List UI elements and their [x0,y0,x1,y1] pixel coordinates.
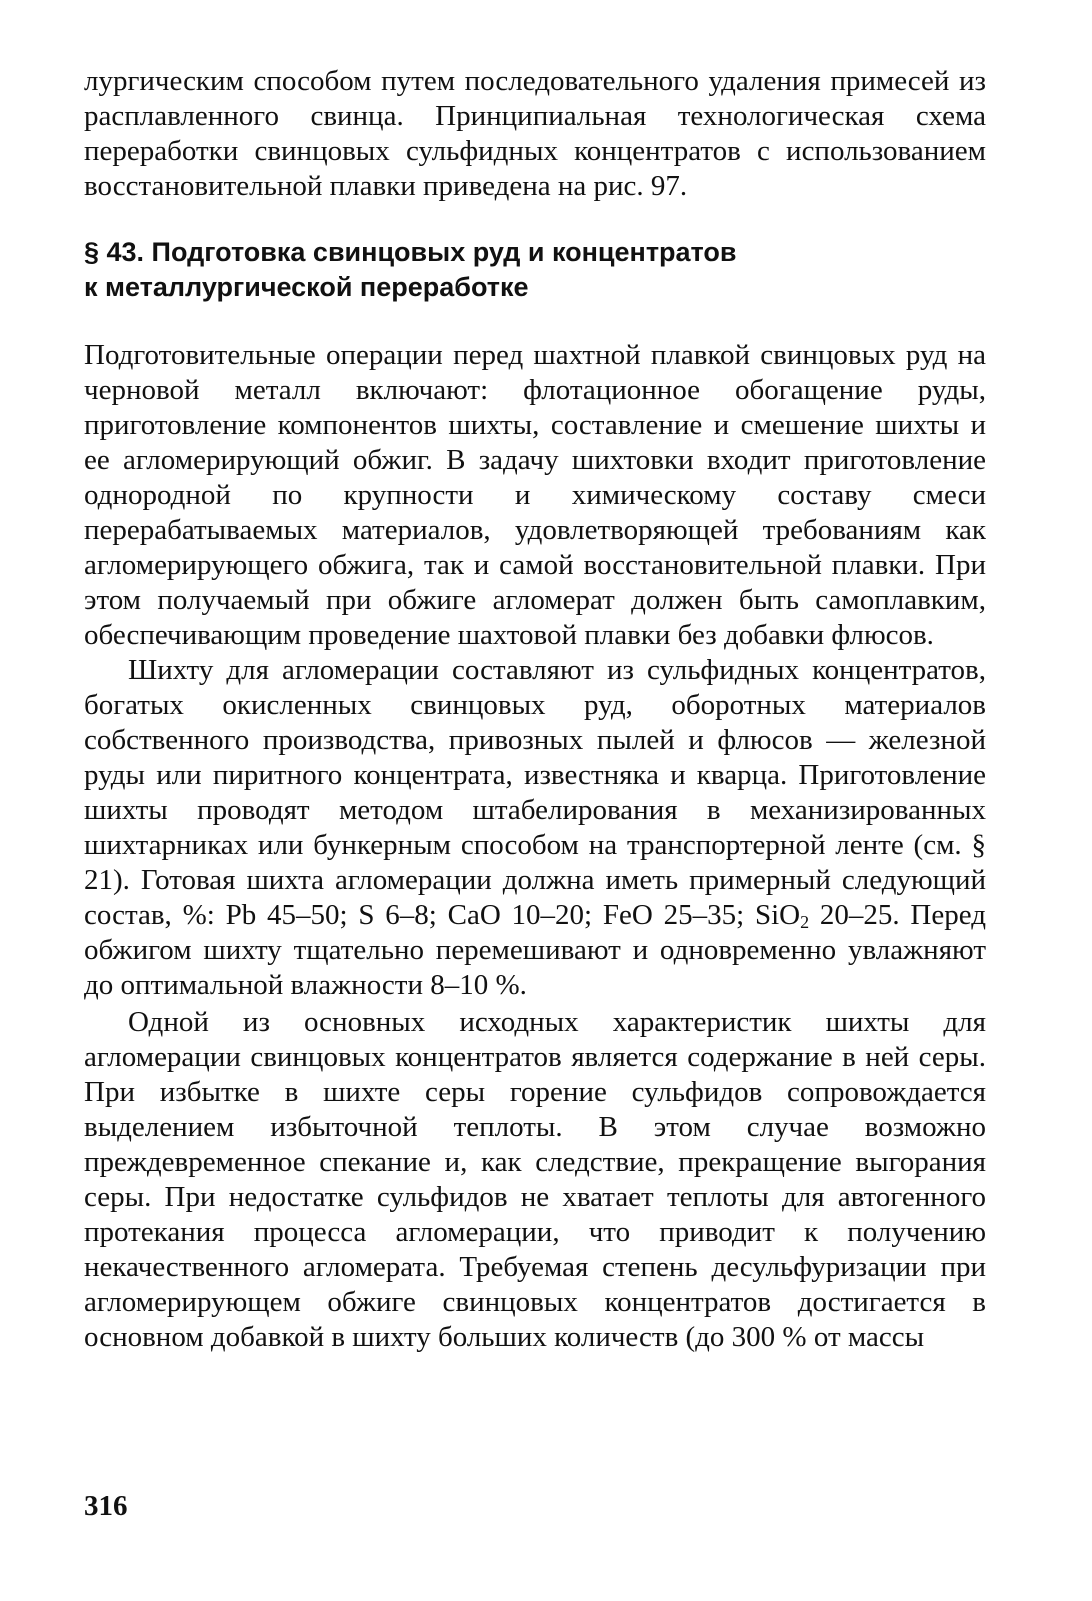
silica-subscript: 2 [800,912,810,932]
section-heading-line-2: к металлургической переработке [84,272,529,302]
paragraph-sulfur-content: Одной из основных исходных характеристик шихты для агломерации свинцовых концентратов является содержание в ней серы. При избытке в шихте серы горение сульфидов сопровождается выделением избыточной теплоты. В этом случае возможно преждевременное спекание и, как следствие, прекращение выгорания серы. При недостатке сульфидов не хватает теплоты для автогенного протекания процесса агломерации, что приводит к получению некачественного агломерата. Требуемая степень десульфуризации при агломерирующем обжиге свинцовых концентратов достигается в основном добавкой в шихту больших количеств (до 300 % от массы [84,1006,986,1353]
paragraph-preparation-operations: Подготовительные операции перед шахтной плавкой свинцовых руд на черновой металл включают: флотационное обогащение руды, приготовление компонентов шихты, составление и смешение шихты и ее агломерирующий обжиг. В задачу шихтовки входит приготовление однородной по крупности и химическому составу смеси перерабатываемых материалов, удовлетворяющей требованиям как агломерирующего обжига, так и самой восстановительной плавки. При этом получаемый при обжиге агломерат должен быть самоплавким, обеспечивающим проведение шахтовой плавки без добавки флюсов. [84,339,986,651]
section-heading-line-1: § 43. Подготовка свинцовых руд и концентратов [84,237,737,267]
page-body [84,64,986,1355]
charge-composition-text-b: 20–25. Перед обжигом шихту тщательно перемешивают и одновременно увлажняют до оптимальной влажности 8–10 %. [84,899,986,1001]
page-number: 316 [84,1490,128,1522]
section-heading [84,235,986,305]
paragraph-continuation: лургическим способом путем последовательного удаления примесей из расплавленного свинца. Принципиальная технологическая схема переработки свинцовых сульфидных концентратов с использованием восстановительной плавки приведена на рис. 97. [84,65,986,202]
paragraph-charge-composition [84,653,986,1003]
charge-composition-text-a: Шихту для агломерации составляют из сульфидных концентратов, богатых окисленных свинцовых руд, оборотных материалов собственного производства, привозных пылей и флюсов — железной руды или пиритного концентрата, известняка и кварца. Приготовление шихты проводят методом штабелирования в механизированных шихтарниках или бункерным способом на транспортерной ленте (см. § 21). Готовая шихта агломерации должна иметь примерный следующий состав, %: Pb 45–50; S 6–8; CaO 10–20; FeO 25–35; SiO [84,654,986,931]
